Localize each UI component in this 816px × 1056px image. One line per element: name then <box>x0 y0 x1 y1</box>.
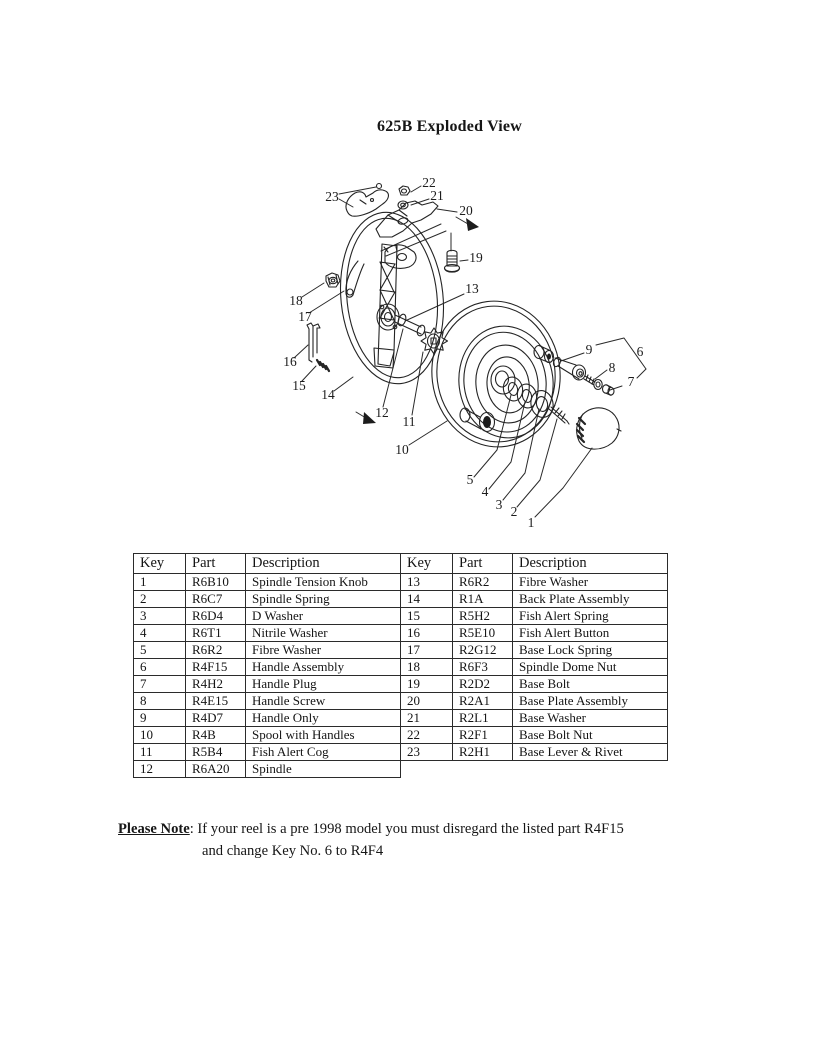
cell-desc <box>513 761 668 778</box>
callout-labels <box>283 175 643 530</box>
cell-part: R2F1 <box>453 727 513 744</box>
table-row <box>134 659 668 676</box>
callout-20: 20 <box>459 203 473 219</box>
cell-desc: Fish Alert Cog <box>246 744 401 761</box>
note-text1: : If your reel is a pre 1998 model you must disregard the listed part R4F15 <box>189 821 624 837</box>
cell-part: R6A20 <box>186 761 246 778</box>
cell-desc: Base Plate Assembly <box>513 693 668 710</box>
cell-key: 5 <box>134 642 186 659</box>
cell-part: R1A <box>453 591 513 608</box>
table-row <box>134 710 668 727</box>
callout-23: 23 <box>325 189 339 205</box>
part-fish-alert-spring <box>317 360 329 371</box>
direction-arrow-top <box>456 217 479 231</box>
note-line2: and change Key No. 6 to R4F4 <box>202 843 384 859</box>
cell-desc: Spindle Tension Knob <box>246 574 401 591</box>
cell-key: 21 <box>401 710 453 727</box>
callout-22: 22 <box>422 175 436 191</box>
header-part-right: Part <box>453 554 513 574</box>
cell-key: 17 <box>401 642 453 659</box>
part-handle-assembly <box>552 356 614 395</box>
callout-19: 19 <box>469 250 483 266</box>
cell-desc: Back Plate Assembly <box>513 591 668 608</box>
callout-12: 12 <box>375 405 389 421</box>
cell-key: 11 <box>134 744 186 761</box>
cell-key <box>401 761 453 778</box>
part-base-washer <box>398 201 408 209</box>
cell-key: 20 <box>401 693 453 710</box>
cell-part: R5E10 <box>453 625 513 642</box>
callout-17: 17 <box>298 309 312 325</box>
note <box>118 818 718 862</box>
cell-desc: Spool with Handles <box>246 727 401 744</box>
cell-key: 16 <box>401 625 453 642</box>
callout-6: 6 <box>636 344 644 360</box>
cell-key: 8 <box>134 693 186 710</box>
cell-key: 4 <box>134 625 186 642</box>
callout-14: 14 <box>321 387 335 403</box>
cell-key: 1 <box>134 574 186 591</box>
cell-part: R6T1 <box>186 625 246 642</box>
header-key-left: Key <box>134 554 186 574</box>
callout-15: 15 <box>292 378 306 394</box>
cell-desc: Fibre Washer <box>513 574 668 591</box>
cell-part <box>453 761 513 778</box>
cell-desc: Spindle <box>246 761 401 778</box>
callout-13: 13 <box>465 281 479 297</box>
table-row <box>134 591 668 608</box>
cell-part: R2D2 <box>453 676 513 693</box>
parts-table-body <box>134 574 668 778</box>
part-base-bolt <box>445 250 460 272</box>
part-base-plate <box>376 201 438 237</box>
cell-desc: Handle Assembly <box>246 659 401 676</box>
cell-desc: D Washer <box>246 608 401 625</box>
exploded-view-diagram <box>270 160 680 550</box>
callout-16: 16 <box>283 354 297 370</box>
callout-11: 11 <box>402 414 416 430</box>
cell-part: R4B <box>186 727 246 744</box>
table-header-row <box>134 554 668 574</box>
page-title: 625B Exploded View <box>377 118 522 135</box>
cell-part: R2H1 <box>453 744 513 761</box>
direction-arrow-spindle <box>356 412 376 424</box>
cell-part: R5H2 <box>453 608 513 625</box>
table-row <box>134 625 668 642</box>
cell-part: R5B4 <box>186 744 246 761</box>
cell-key: 6 <box>134 659 186 676</box>
parts-table <box>133 553 668 778</box>
table-row <box>134 727 668 744</box>
cell-part: R6D4 <box>186 608 246 625</box>
callout-2: 2 <box>510 504 518 520</box>
cell-desc: Fish Alert Spring <box>513 608 668 625</box>
cell-desc: Handle Plug <box>246 676 401 693</box>
callout-10: 10 <box>395 442 409 458</box>
header-desc-right: Description <box>513 554 668 574</box>
cell-desc: Spindle Dome Nut <box>513 659 668 676</box>
cell-key: 7 <box>134 676 186 693</box>
cell-desc: Nitrile Washer <box>246 625 401 642</box>
part-spindle <box>395 313 426 337</box>
note-line1 <box>118 818 718 840</box>
callout-4: 4 <box>481 484 489 500</box>
cell-key: 10 <box>134 727 186 744</box>
cell-part: R4H2 <box>186 676 246 693</box>
header-part-left: Part <box>186 554 246 574</box>
cell-part: R6R2 <box>186 642 246 659</box>
table-row <box>134 574 668 591</box>
callout-8: 8 <box>608 360 616 376</box>
callout-9: 9 <box>585 342 593 358</box>
note-label: Please Note <box>118 821 190 837</box>
cell-key: 3 <box>134 608 186 625</box>
part-pivot-plate <box>384 245 416 269</box>
cell-desc: Handle Screw <box>246 693 401 710</box>
part-base-bolt-nut <box>399 186 410 195</box>
table-row <box>134 642 668 659</box>
cell-desc: Base Lock Spring <box>513 642 668 659</box>
cell-desc: Base Bolt Nut <box>513 727 668 744</box>
cell-part: R6B10 <box>186 574 246 591</box>
header-desc-left: Description <box>246 554 401 574</box>
cell-part: R6F3 <box>453 659 513 676</box>
cell-key: 18 <box>401 659 453 676</box>
cell-part: R4E15 <box>186 693 246 710</box>
part-fish-alert-button <box>307 323 320 362</box>
cell-key: 23 <box>401 744 453 761</box>
part-spool <box>424 294 569 455</box>
table-row <box>134 693 668 710</box>
cell-key: 9 <box>134 710 186 727</box>
cell-key: 12 <box>134 761 186 778</box>
cell-desc: Base Lever & Rivet <box>513 744 668 761</box>
cell-key: 13 <box>401 574 453 591</box>
callout-21: 21 <box>430 188 444 204</box>
cell-key: 2 <box>134 591 186 608</box>
cell-desc: Spindle Spring <box>246 591 401 608</box>
callout-7: 7 <box>627 374 635 390</box>
cell-part: R2G12 <box>453 642 513 659</box>
cell-part: R4D7 <box>186 710 246 727</box>
callout-5: 5 <box>466 472 474 488</box>
cell-key: 19 <box>401 676 453 693</box>
cell-key: 22 <box>401 727 453 744</box>
cell-desc: Fish Alert Button <box>513 625 668 642</box>
cell-key: 15 <box>401 608 453 625</box>
cell-desc: Fibre Washer <box>246 642 401 659</box>
cell-part: R6R2 <box>453 574 513 591</box>
cell-part: R2A1 <box>453 693 513 710</box>
table-row <box>134 676 668 693</box>
part-stand-column <box>346 244 397 368</box>
part-spindle-spring <box>549 405 569 424</box>
cell-part: R2L1 <box>453 710 513 727</box>
cell-key: 14 <box>401 591 453 608</box>
callout-1: 1 <box>527 515 535 531</box>
cell-part: R4F15 <box>186 659 246 676</box>
cell-desc: Handle Only <box>246 710 401 727</box>
cell-desc: Base Washer <box>513 710 668 727</box>
table-row <box>134 761 668 778</box>
callout-18: 18 <box>289 293 303 309</box>
part-tension-knob <box>577 408 621 449</box>
part-spindle-dome-nut <box>326 273 340 287</box>
cell-desc: Base Bolt <box>513 676 668 693</box>
table-row <box>134 744 668 761</box>
cell-part: R6C7 <box>186 591 246 608</box>
header-key-right: Key <box>401 554 453 574</box>
callout-3: 3 <box>495 497 503 513</box>
leader-lines <box>294 186 646 520</box>
table-row <box>134 608 668 625</box>
